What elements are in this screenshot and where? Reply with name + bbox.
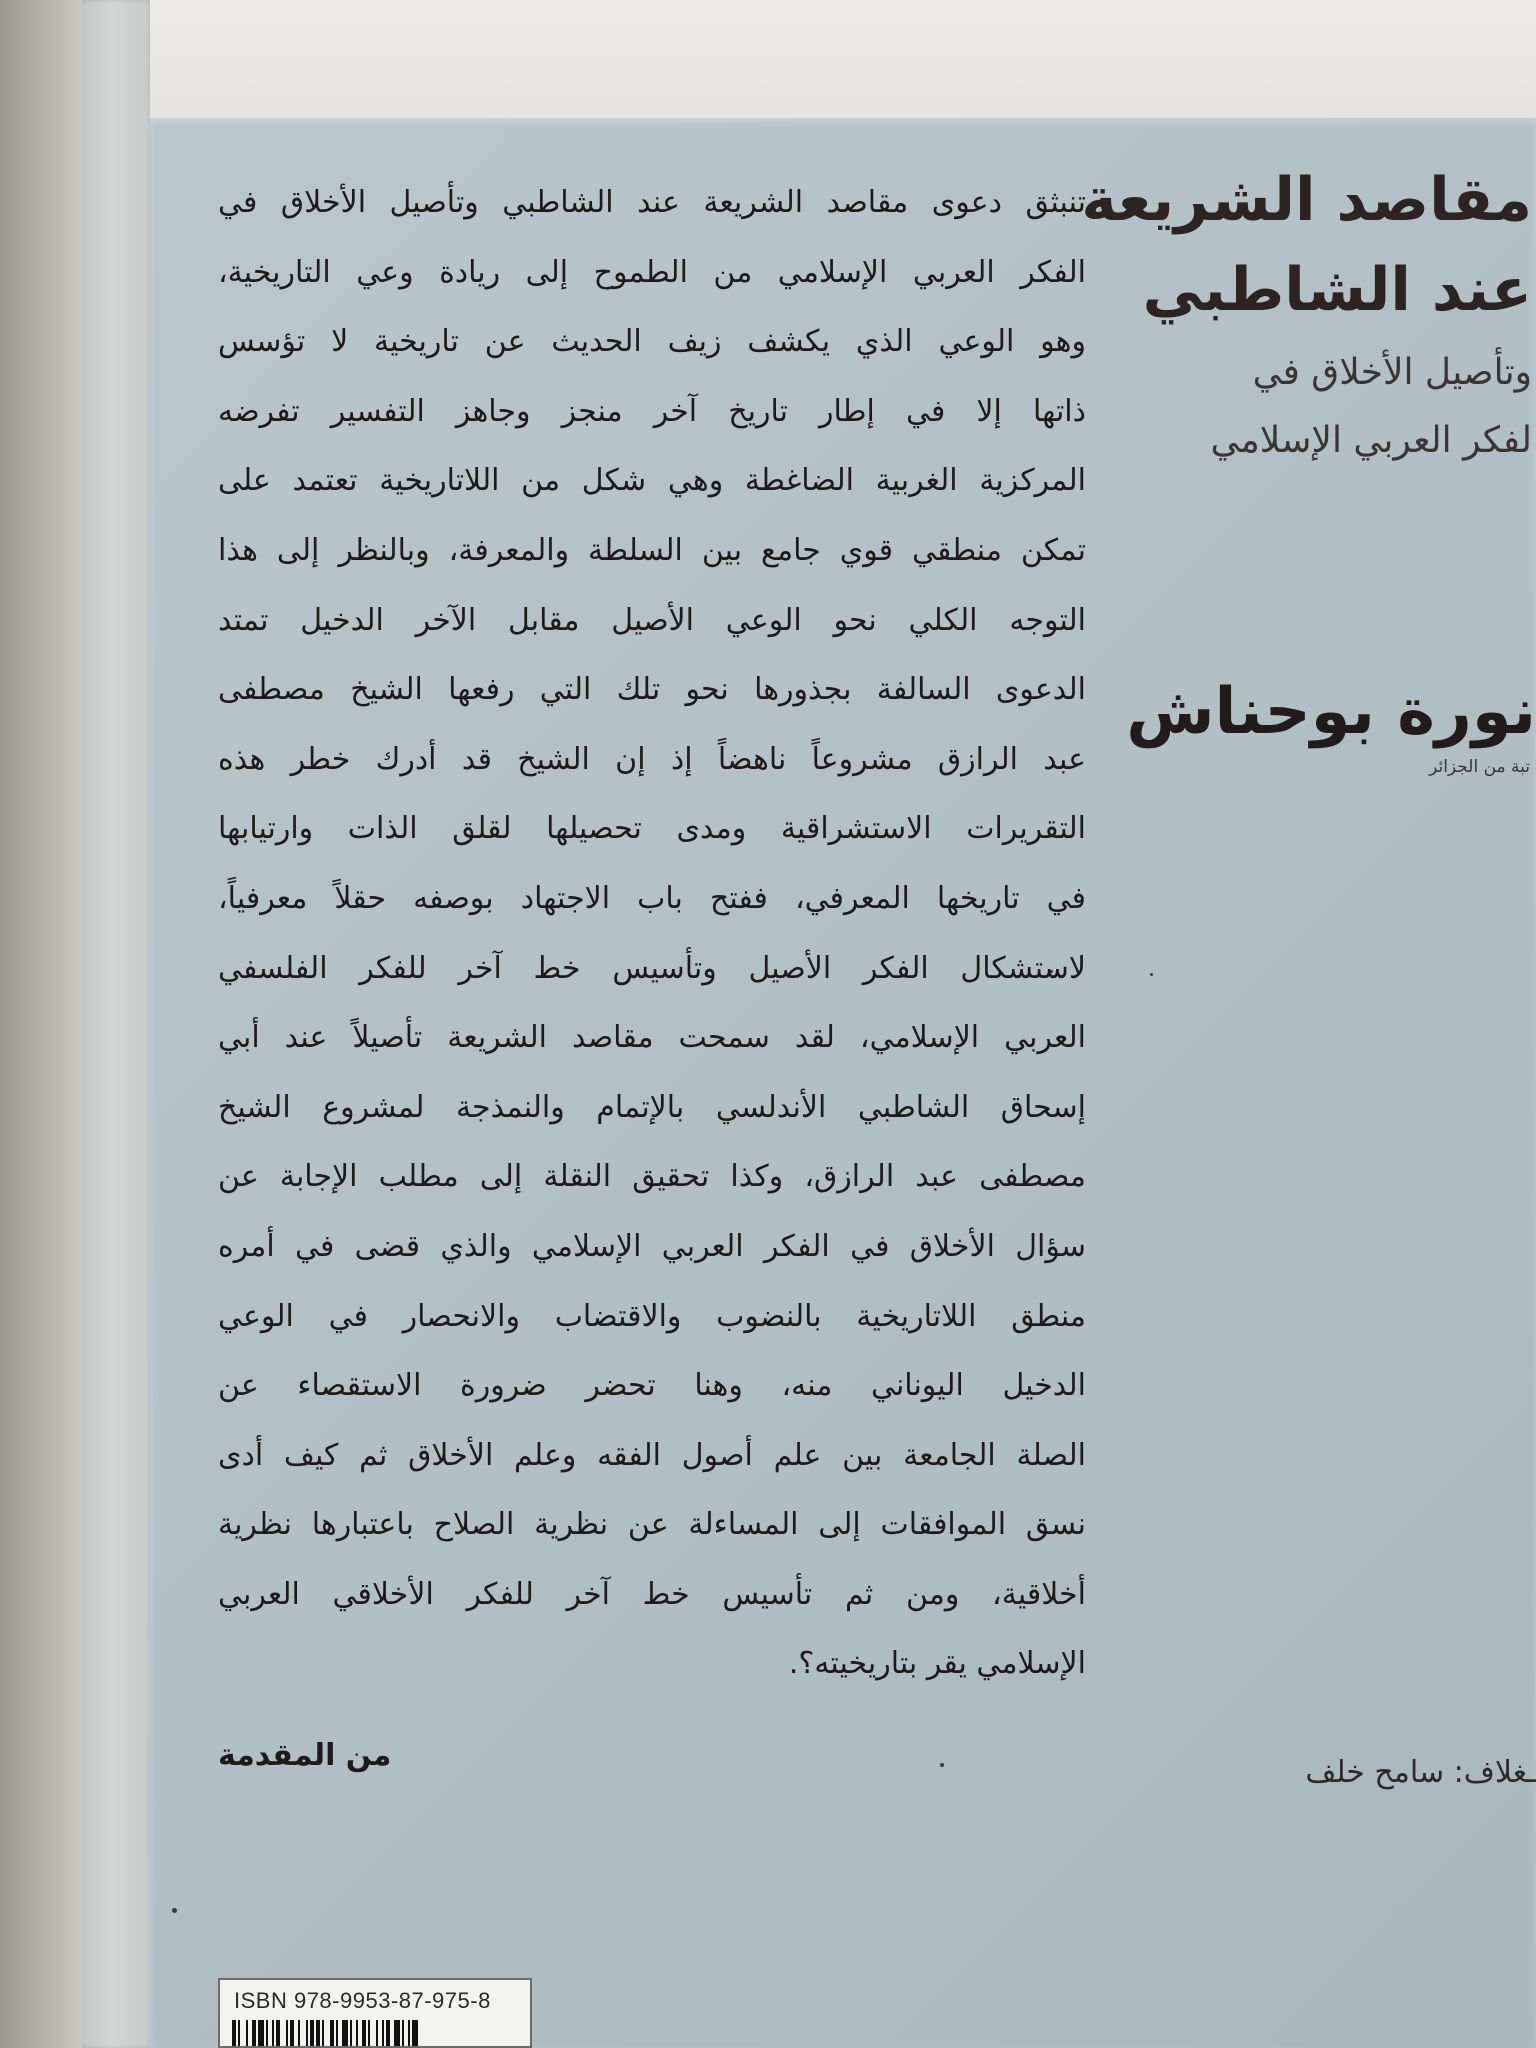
blurb-line: تمكن منطقي قوي جامع بين السلطة والمعرفة، وبالنظر إلى هذا — [218, 532, 1086, 568]
dust-speck — [940, 1763, 944, 1767]
blurb-line: الصلة الجامعة بين علم أصول الفقه وعلم الأخلاق ثم كيف أدى — [218, 1437, 1086, 1473]
blurb-line: الدعوى السالفة بجذورها نحو تلك التي رفعها الشيخ مصطفى — [218, 672, 1086, 708]
author-note: تبة من الجزائر — [1429, 757, 1530, 777]
author-name: نورة بوحناش — [1126, 675, 1536, 749]
blurb-signature: من المقدمة — [218, 1738, 392, 1773]
blurb-line: وهو الوعي الذي يكشف زيف الحديث عن تاريخية لا تؤسس — [218, 324, 1086, 360]
book-spine — [82, 0, 154, 2048]
isbn-barcode-label — [218, 1978, 532, 2048]
blurb-line: إسحاق الشاطبي الأندلسي بالإتمام والنمذجة لمشروع الشيخ — [218, 1089, 1086, 1125]
blurb-line: أخلاقية، ومن ثم تأسيس خط آخر للفكر الأخلاقي العربي — [218, 1576, 1086, 1612]
dust-speck — [172, 1908, 177, 1913]
blurb-line: الفكر العربي الإسلامي من الطموح إلى ريادة وعي التاريخية، — [218, 254, 1086, 290]
blurb-line: نسق الموافقات إلى المساءلة عن نظرية الصلاح باعتبارها نظرية — [218, 1507, 1086, 1543]
blurb-line: لاستشكال الفكر الأصيل وتأسيس خط آخر للفكر الفلسفي — [218, 950, 1086, 986]
blurb-line: المركزية الغربية الضاغطة وهي شكل من اللاتاريخية تعتمد على — [218, 463, 1086, 499]
cover-top-strip — [150, 0, 1536, 120]
front-title-line-1: مقاصد الشريعة — [1081, 165, 1532, 235]
blurb-line: منطق اللاتاريخية بالنضوب والاقتضاب والانحصار في الوعي — [218, 1298, 1086, 1334]
front-subtitle-line-1: وتأصيل الأخلاق في — [1252, 352, 1532, 393]
barcode-stripe — [418, 2020, 422, 2048]
back-cover-blurb — [218, 168, 1086, 1699]
front-subtitle-line-2: لفكر العربي الإسلامي — [1210, 420, 1532, 461]
blurb-line: العربي الإسلامي، لقد سمحت مقاصد الشريعة تأصيلاً عند أبي — [218, 1020, 1086, 1056]
blurb-line: ذاتها إلا في إطار تاريخ آخر منجز وجاهز التفسير تفرضه — [218, 393, 1086, 429]
front-title-line-2: عند الشاطبي — [1142, 255, 1532, 325]
blurb-line: التوجه الكلي نحو الوعي الأصيل مقابل الآخر الدخيل تمتد — [218, 602, 1086, 638]
blurb-line: تنبثق دعوى مقاصد الشريعة عند الشاطبي وتأصيل الأخلاق في — [218, 185, 1086, 220]
blurb-line: مصطفى عبد الرازق، وكذا تحقيق النقلة إلى مطلب الإجابة عن — [218, 1159, 1086, 1195]
isbn-number: ISBN 978-9953-87-975-8 — [234, 1988, 491, 2013]
cover-design-credit: ـغلاف: سامح خلف — [1305, 1755, 1536, 1790]
blurb-line: سؤال الأخلاق في الفكر العربي الإسلامي والذي قضى في أمره — [218, 1228, 1086, 1264]
table-surface — [0, 0, 90, 2048]
blurb-line: الإسلامي يقر بتاريخيته؟. — [788, 1646, 1086, 1682]
blurb-line: التقريرات الاستشراقية ومدى تحصيلها لقلق الذات وارتيابها — [218, 811, 1086, 847]
blurb-line: عبد الرازق مشروعاً ناهضاً إذ إن الشيخ قد أدرك خطر هذه — [218, 741, 1086, 777]
dust-speck — [1150, 973, 1153, 976]
barcode — [232, 2020, 520, 2048]
blurb-line: الدخيل اليوناني منه، وهنا تحضر ضرورة الاستقصاء عن — [218, 1368, 1086, 1404]
blurb-line: في تاريخها المعرفي، ففتح باب الاجتهاد بوصفه حقلاً معرفياً، — [218, 880, 1086, 916]
